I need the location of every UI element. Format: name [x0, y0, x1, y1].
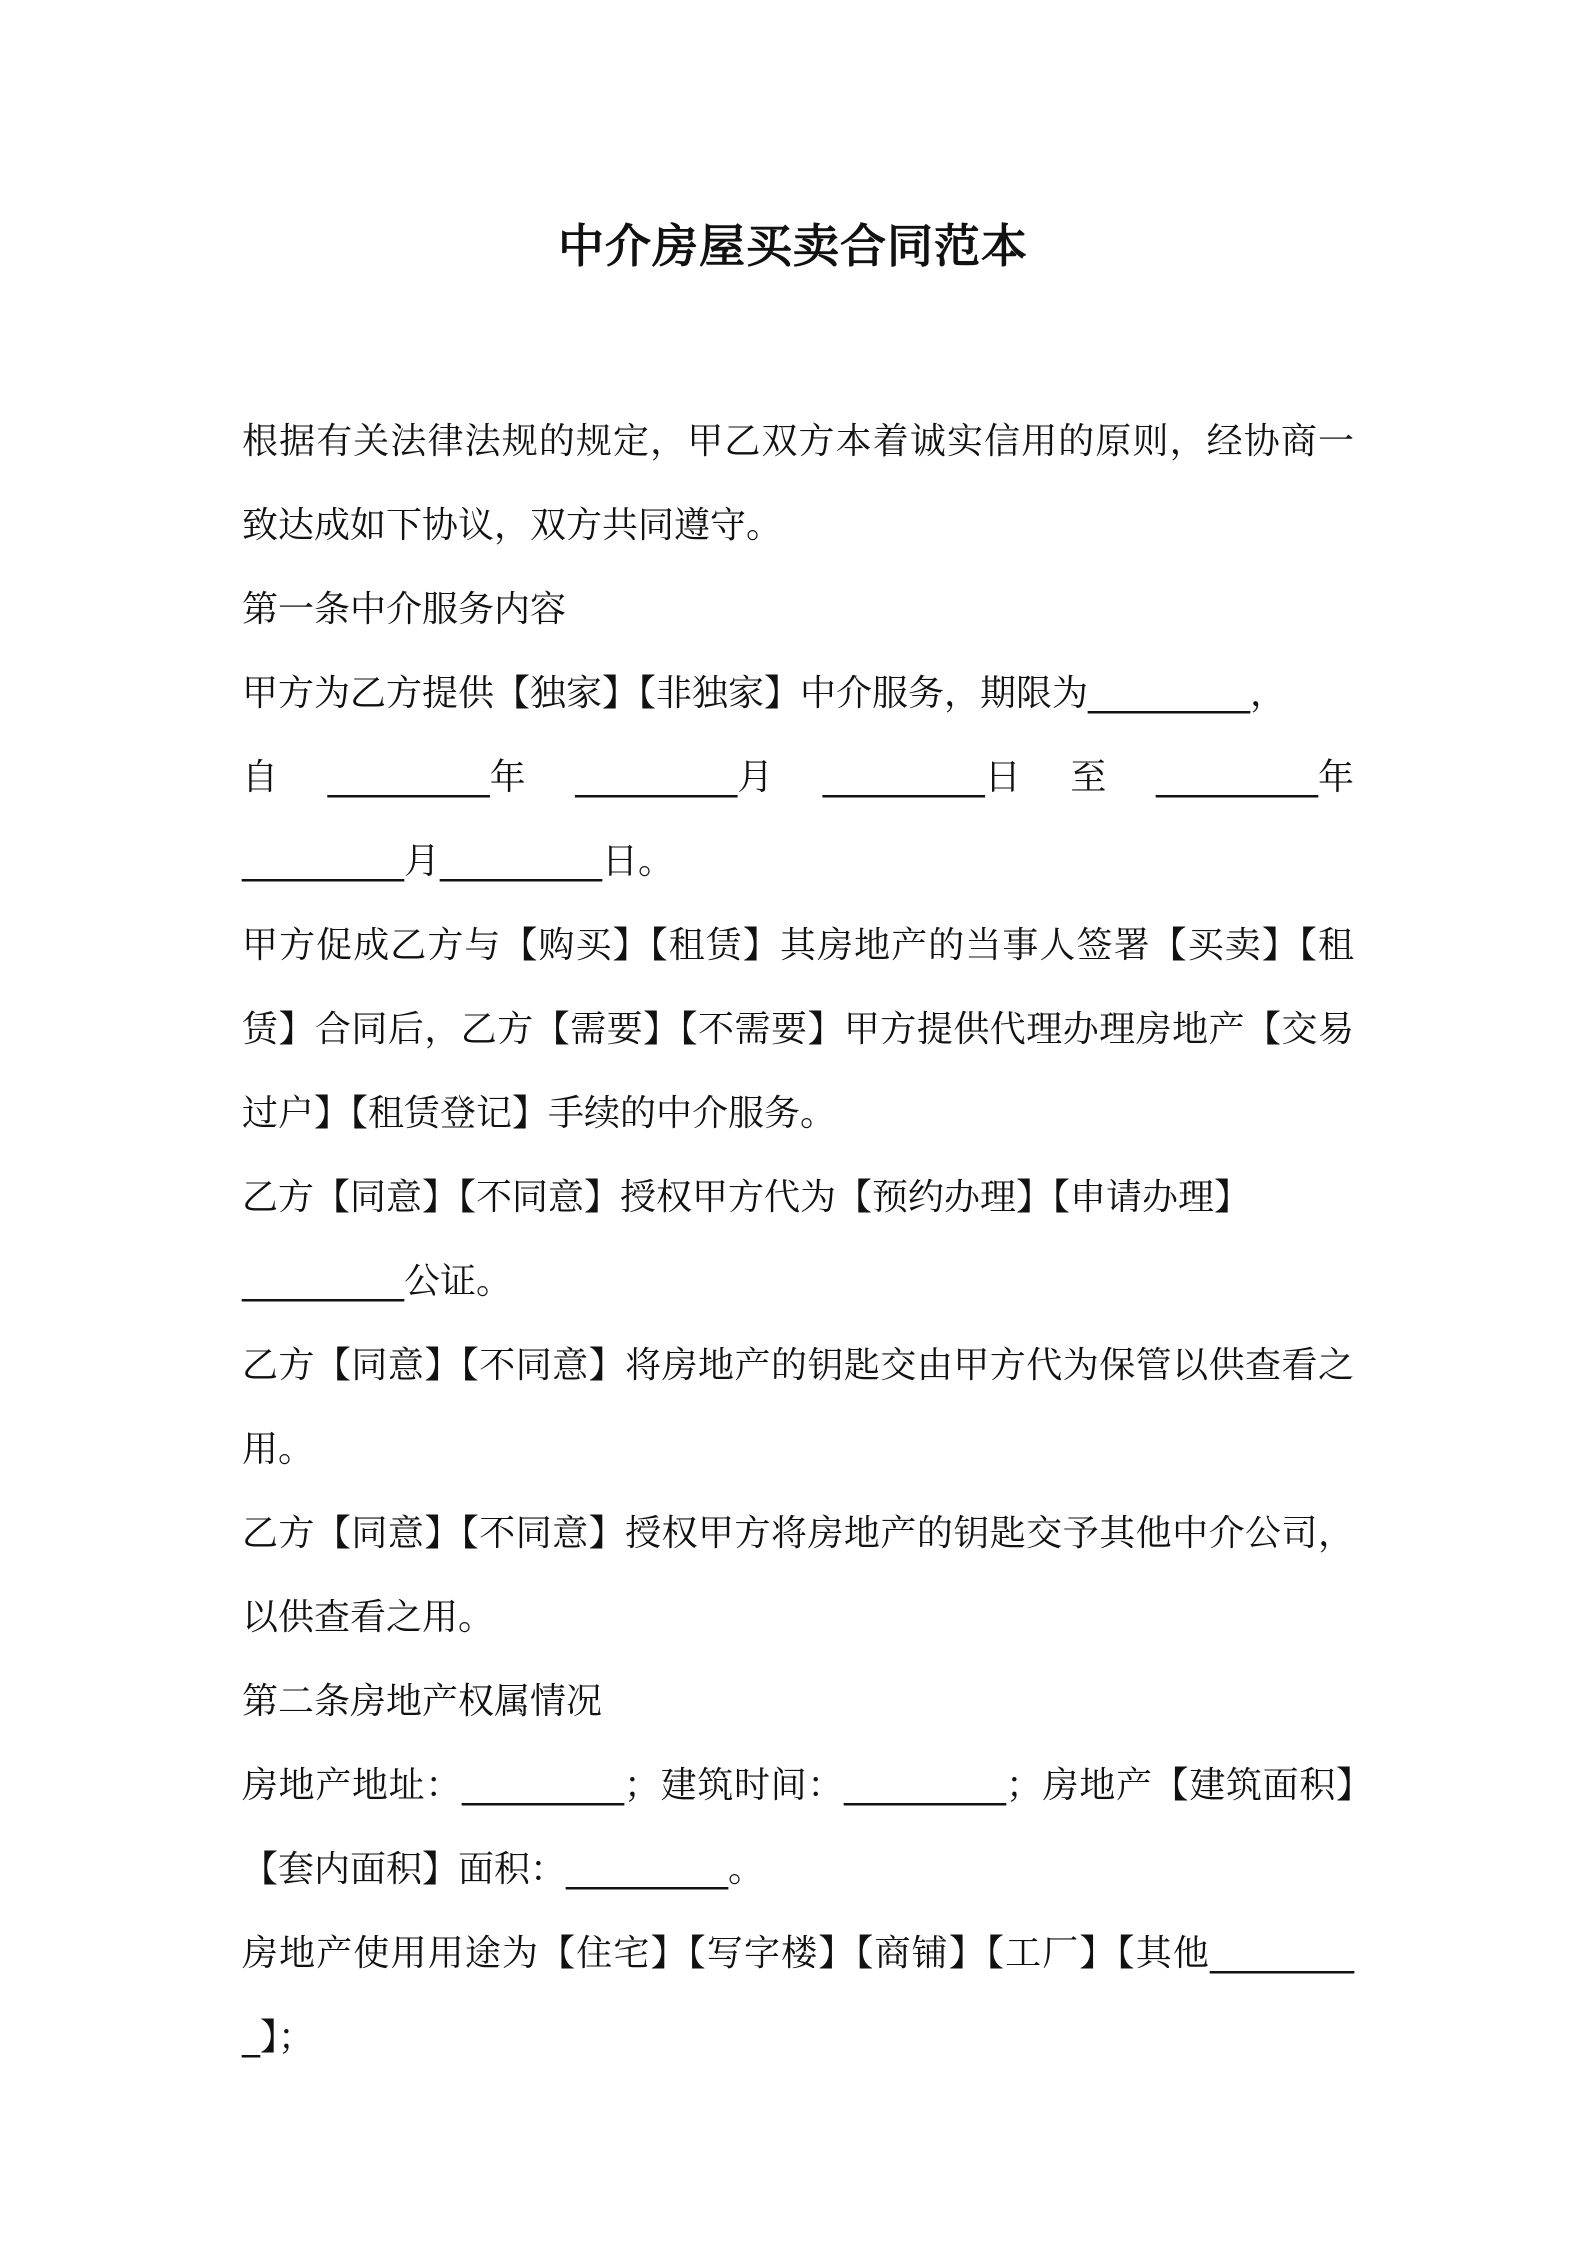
- article-1-paragraph-2: 甲方促成乙方与【购买】【租赁】其房地产的当事人签署【买卖】【租赁】合同后，乙方【需要】【不需要】甲方提供代理办理房地产【交易过户】【租赁登记】手续的中介服务。: [242, 925, 1354, 1134]
- article-1-date-tail: _________月_________日。: [242, 841, 675, 882]
- article-2-paragraph-1: 房地产地址：_________；建筑时间：_________；房地产【建筑面积】【套内面积】面积：_________。: [242, 1765, 1354, 1890]
- article-1-date-line: [242, 736, 1354, 820]
- document-title: 中介房屋买卖合同范本: [558, 219, 1028, 273]
- date-from-label: 自: [242, 757, 279, 798]
- article-1-paragraph-5: 乙方【同意】【不同意】授权甲方将房地产的钥匙交予其他中介公司，以供查看之用。: [242, 1513, 1354, 1638]
- date-to-label: 至: [1070, 757, 1107, 798]
- article-1-paragraph-3: 乙方【同意】【不同意】授权甲方代为【预约办理】【申请办理】: [242, 1177, 1251, 1218]
- date-from-day: _________日: [822, 757, 1021, 798]
- date-from-year: _________年: [327, 757, 526, 798]
- document-body: [242, 400, 1354, 2080]
- article-1-heading: 第一条中介服务内容: [242, 589, 567, 630]
- article-2-paragraph-2: 房地产使用用途为【住宅】【写字楼】【商铺】【工厂】【其他_________】；: [242, 1933, 1354, 2058]
- article-1-paragraph-1: 甲方为乙方提供【独家】【非独家】中介服务，期限为_________，: [242, 673, 1287, 714]
- date-from-month: _________月: [575, 757, 774, 798]
- article-2-heading: 第二条房地产权属情况: [242, 1681, 603, 1722]
- intro-paragraph: 根据有关法律法规的规定，甲乙双方本着诚实信用的原则，经协商一致达成如下协议，双方共同遵守。: [242, 421, 1354, 546]
- article-1-paragraph-4: 乙方【同意】【不同意】将房地产的钥匙交由甲方代为保管以供查看之用。: [242, 1345, 1354, 1470]
- date-to-year: _________年: [1155, 757, 1354, 798]
- article-1-paragraph-3-tail: _________公证。: [242, 1261, 513, 1302]
